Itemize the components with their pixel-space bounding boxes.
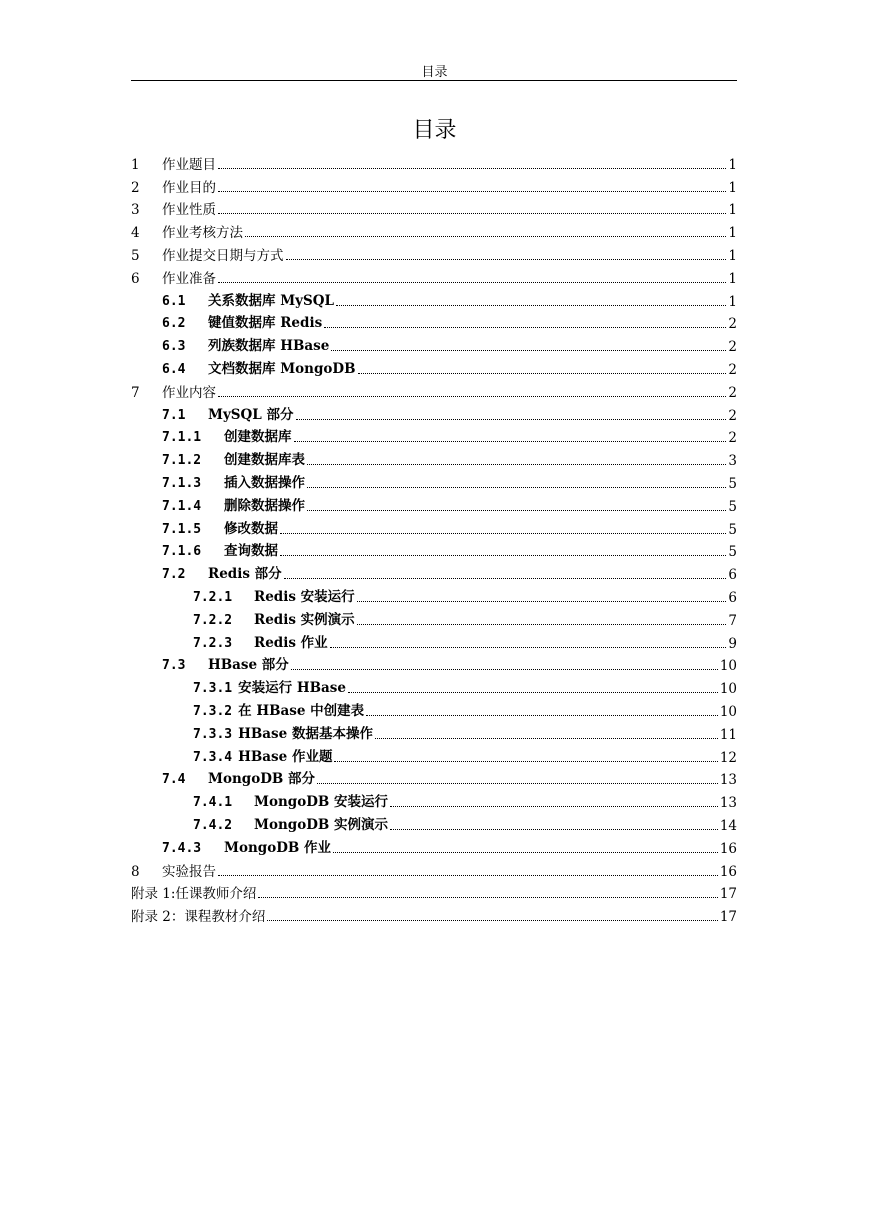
toc-page: 13: [719, 795, 737, 812]
toc-title: 查询数据: [224, 543, 278, 560]
toc-title: 作业提交日期与方式: [162, 247, 284, 264]
toc-page: 9: [728, 635, 737, 652]
toc-leader: [330, 647, 727, 648]
toc-leader: [348, 692, 718, 693]
toc-number: 6: [131, 270, 140, 287]
toc-leader: [307, 510, 726, 511]
toc-page: 2: [728, 339, 737, 356]
toc-entry[interactable]: [131, 332, 737, 355]
toc-title: HBase 数据基本操作: [238, 725, 373, 742]
toc-title: 作业目的: [162, 179, 216, 196]
toc-title: HBase 部分: [208, 657, 289, 674]
toc-number: 7.3.2: [193, 703, 233, 719]
toc-leader: [358, 373, 727, 374]
toc-leader: [284, 578, 727, 579]
toc-title: MongoDB 部分: [208, 771, 316, 788]
toc-title: 修改数据: [224, 520, 278, 537]
toc-entry[interactable]: [131, 492, 737, 515]
toc-title: MongoDB 实例演示: [254, 816, 389, 833]
toc-page: 2: [728, 361, 737, 378]
toc-leader: [357, 624, 727, 625]
toc-leader: [336, 305, 726, 306]
toc-entry[interactable]: [131, 424, 737, 447]
toc-page: 1: [728, 293, 737, 310]
toc-number: 7: [131, 384, 140, 401]
toc-entry[interactable]: [131, 606, 737, 629]
toc-leader: [334, 761, 717, 762]
toc-title: Redis 安装运行: [254, 588, 355, 605]
toc-title: 作业考核方法: [162, 225, 243, 242]
toc-entry[interactable]: [131, 173, 737, 196]
toc-page: 2: [728, 384, 737, 401]
toc-page: 10: [719, 703, 737, 720]
toc-number: 7.2.3: [193, 635, 233, 651]
toc-leader: [307, 464, 726, 465]
toc-entry[interactable]: [131, 811, 737, 834]
toc-entry[interactable]: [131, 196, 737, 219]
toc-number: 2: [131, 179, 140, 196]
toc-title: 附录 2：课程教材介绍: [131, 909, 266, 926]
toc-title: 在 HBase 中创建表: [238, 702, 365, 719]
toc-page: 11: [719, 726, 737, 743]
toc-entry[interactable]: [131, 652, 737, 675]
table-of-contents: [131, 150, 737, 925]
toc-leader: [280, 533, 726, 534]
toc-title: 作业题目: [162, 156, 216, 173]
toc-number: 7.3.3: [193, 726, 233, 742]
toc-page: 7: [728, 612, 737, 629]
toc-number: 1: [131, 156, 140, 173]
toc-leader: [218, 875, 718, 876]
toc-number: 5: [131, 247, 140, 264]
toc-page: 2: [728, 430, 737, 447]
toc-entry[interactable]: [131, 697, 737, 720]
toc-title: Redis 部分: [208, 566, 282, 583]
toc-entry[interactable]: [131, 378, 737, 401]
toc-entry[interactable]: [131, 538, 737, 561]
toc-number: 6.1: [162, 293, 186, 309]
toc-number: 7.2.2: [193, 612, 233, 628]
toc-leader: [366, 715, 718, 716]
toc-page: 5: [728, 475, 737, 492]
toc-title: 键值数据库 Redis: [208, 315, 323, 332]
toc-title: 删除数据操作: [224, 497, 305, 514]
toc-title: Redis 实例演示: [254, 611, 355, 628]
toc-entry[interactable]: [131, 515, 737, 538]
toc-leader: [375, 738, 718, 739]
toc-leader: [280, 555, 726, 556]
toc-leader: [390, 829, 718, 830]
toc-title: 关系数据库 MySQL: [208, 292, 334, 309]
toc-page: 10: [719, 681, 737, 698]
toc-number: 7.1.4: [162, 498, 202, 514]
toc-number: 7.1.1: [162, 430, 202, 446]
toc-page: 1: [728, 270, 737, 287]
toc-page: 2: [728, 407, 737, 424]
toc-entry[interactable]: [131, 674, 737, 697]
toc-entry[interactable]: [131, 355, 737, 378]
toc-leader: [218, 396, 726, 397]
toc-page: 10: [719, 658, 737, 675]
toc-title: HBase 作业题: [238, 748, 333, 765]
toc-title: 文档数据库 MongoDB: [208, 360, 356, 377]
toc-page: 17: [719, 886, 737, 903]
toc-entry[interactable]: [131, 880, 737, 903]
toc-number: 7.1: [162, 407, 186, 423]
toc-number: 7.4: [162, 772, 186, 788]
header-rule: [131, 80, 737, 81]
toc-title: 附录 1:任课教师介绍: [131, 886, 257, 903]
toc-page: 13: [719, 772, 737, 789]
toc-number: 6.4: [162, 361, 186, 377]
toc-page: 17: [719, 909, 737, 926]
toc-number: 8: [131, 863, 140, 880]
toc-entry[interactable]: [131, 743, 737, 766]
toc-leader: [218, 213, 726, 214]
toc-number: 6.3: [162, 339, 186, 355]
toc-number: 7.2.1: [193, 589, 233, 605]
toc-page: 5: [728, 521, 737, 538]
toc-page: 3: [728, 453, 737, 470]
toc-number: 7.4.2: [193, 817, 233, 833]
toc-page: 5: [728, 544, 737, 561]
toc-page: 5: [728, 498, 737, 515]
toc-leader: [218, 191, 726, 192]
toc-number: 7.3.4: [193, 749, 233, 765]
toc-leader: [218, 168, 726, 169]
toc-leader: [333, 852, 718, 853]
toc-leader: [291, 669, 718, 670]
toc-page: 1: [728, 179, 737, 196]
toc-page: 1: [728, 247, 737, 264]
toc-title: 创建数据库: [224, 429, 292, 446]
toc-leader: [390, 806, 718, 807]
toc-leader: [245, 236, 726, 237]
toc-number: 3: [131, 202, 140, 219]
toc-entry[interactable]: [131, 902, 737, 925]
toc-leader: [267, 920, 717, 921]
toc-number: 7.3.1: [193, 681, 233, 697]
toc-page: 6: [728, 589, 737, 606]
toc-leader: [286, 259, 727, 260]
toc-entry[interactable]: [131, 629, 737, 652]
toc-page: 16: [719, 863, 737, 880]
page-header: 目录: [421, 65, 448, 80]
toc-number: 4: [131, 225, 140, 242]
toc-number: 7.1.2: [162, 453, 202, 469]
toc-number: 7.1.3: [162, 475, 202, 491]
toc-leader: [324, 327, 726, 328]
toc-leader: [218, 282, 726, 283]
toc-entry[interactable]: [131, 446, 737, 469]
toc-entry[interactable]: [131, 834, 737, 857]
toc-entry[interactable]: [131, 218, 737, 241]
toc-leader: [307, 487, 726, 488]
toc-title: MongoDB 作业: [224, 839, 332, 856]
toc-number: 7.1.5: [162, 521, 202, 537]
toc-page: 16: [719, 840, 737, 857]
toc-number: 7.4.3: [162, 840, 202, 856]
toc-entry[interactable]: [131, 241, 737, 264]
toc-entry[interactable]: [131, 788, 737, 811]
toc-leader: [357, 601, 727, 602]
toc-entry[interactable]: [131, 560, 737, 583]
toc-entry[interactable]: [131, 150, 737, 173]
toc-title: MySQL 部分: [208, 406, 294, 423]
toc-page: 12: [719, 749, 737, 766]
toc-number: 7.2: [162, 567, 186, 583]
toc-entry[interactable]: [131, 310, 737, 333]
toc-leader: [317, 783, 718, 784]
toc-title: 安装运行 HBase: [238, 680, 346, 697]
toc-title: 创建数据库表: [224, 452, 305, 469]
toc-page: 1: [728, 202, 737, 219]
toc-entry[interactable]: [131, 401, 737, 424]
toc-leader: [294, 441, 727, 442]
toc-page: 1: [728, 156, 737, 173]
toc-entry[interactable]: [131, 583, 737, 606]
toc-number: 7.3: [162, 658, 186, 674]
toc-entry[interactable]: [131, 857, 737, 880]
toc-title: 列族数据库 HBase: [208, 338, 330, 355]
toc-title: MongoDB 安装运行: [254, 794, 389, 811]
toc-title: 作业准备: [162, 270, 216, 287]
toc-entry[interactable]: [131, 720, 737, 743]
toc-entry[interactable]: [131, 469, 737, 492]
toc-number: 7.4.1: [193, 795, 233, 811]
toc-entry[interactable]: [131, 287, 737, 310]
toc-title: 插入数据操作: [224, 474, 305, 491]
toc-page: 1: [728, 225, 737, 242]
toc-title: Redis 作业: [254, 634, 328, 651]
toc-entry[interactable]: [131, 766, 737, 789]
toc-number: 6.2: [162, 316, 186, 332]
toc-title: 作业内容: [162, 384, 216, 401]
toc-page: 6: [728, 567, 737, 584]
page-title: 目录: [412, 118, 457, 143]
toc-title: 作业性质: [162, 202, 216, 219]
toc-leader: [258, 897, 717, 898]
toc-page: 14: [719, 817, 737, 834]
toc-page: 2: [728, 316, 737, 333]
toc-title: 实验报告: [162, 863, 216, 880]
toc-entry[interactable]: [131, 264, 737, 287]
toc-leader: [296, 419, 727, 420]
toc-number: 7.1.6: [162, 544, 202, 560]
toc-leader: [331, 350, 726, 351]
